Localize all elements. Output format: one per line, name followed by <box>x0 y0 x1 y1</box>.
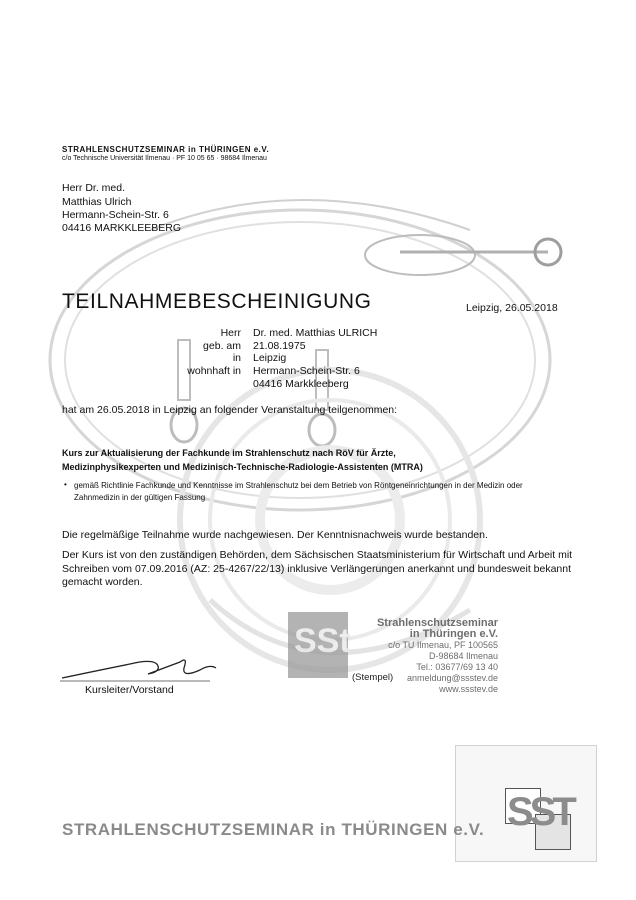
residence-city: 04416 Markkleeberg <box>253 378 349 390</box>
stamp-text <box>352 618 498 695</box>
header-org-address: c/o Technische Universität Ilmenau · PF 10 05 65 · 98684 Ilmenau <box>62 155 267 162</box>
document-date: Leipzig, 26.05.2018 <box>466 302 558 314</box>
place-value: Leipzig <box>253 352 287 364</box>
stamp-logo <box>288 612 351 678</box>
stamp-logo-text: SSt <box>294 622 351 660</box>
course-title-line-2: Medizinphysikexperten und Medizinisch-Technische-Radiologie-Assistenten (MTRA) <box>62 462 423 472</box>
salutation-label: Herr <box>220 327 241 339</box>
completion-statement: Die regelmäßige Teilnahme wurde nachgewiesen. Der Kenntnisnachweis wurde bestanden. <box>62 529 488 541</box>
stamp-line-4: D-98684 Ilmenau <box>428 651 498 661</box>
stamp-line-5: Tel.: 03677/69 13 40 <box>416 662 498 672</box>
recipient-line-1: Herr Dr. med. <box>62 182 126 194</box>
stamp-line-1: Strahlenschutzseminar <box>376 617 498 629</box>
bullet-icon: • <box>64 480 67 489</box>
recipient-line-2: Matthias Ulrich <box>62 196 132 208</box>
course-title-line-1: Kurs zur Aktualisierung der Fachkunde im Strahlenschutz nach RöV für Ärzte, <box>62 448 396 458</box>
stamp-line-6: anmeldung@ssstev.de <box>406 673 498 683</box>
stamp-line-3: c/o TU Ilmenau, PF 100565 <box>388 640 498 650</box>
stamp-line-7: www.ssstev.de <box>439 684 498 694</box>
recipient-line-3: Hermann-Schein-Str. 6 <box>62 209 169 221</box>
stamp-label: (Stempel) <box>352 672 394 683</box>
born-value: 21.08.1975 <box>253 340 306 352</box>
course-title <box>62 446 423 474</box>
footer-logo <box>505 788 577 858</box>
recipient-line-4: 04416 MARKKLEEBERG <box>62 222 182 234</box>
header-org-name: STRAHLENSCHUTZSEMINAR in THÜRINGEN e.V. <box>62 145 270 154</box>
signature-scribble <box>60 648 220 688</box>
salutation-value: Dr. med. Matthias ULRICH <box>253 327 378 339</box>
place-label: in <box>232 352 241 364</box>
footer-logo-text: SST <box>507 790 573 834</box>
recognition-statement: Der Kurs ist von den zuständigen Behörden, dem Sächsischen Staatsministerium für Wirtschaft und Arbeit mit Schreiben vom 07.09.2016 (AZ: 25-4267/22/13) inklusive Verlängerungen anerkannt und bundesweit bekannt gemacht worden. <box>62 549 573 588</box>
residence-label: wohnhaft in <box>187 365 241 377</box>
signature-role: Kursleiter/Vorstand <box>85 684 174 696</box>
participation-text: hat am 26.05.2018 in Leipzig an folgender Veranstaltung teilgenommen: <box>62 404 398 416</box>
document-title: TEILNAHMEBESCHEINIGUNG <box>62 290 372 313</box>
course-guideline: gemäß Richtlinie Fachkunde und Kenntnisse im Strahlenschutz bei dem Betrieb von Röntgeneinrichtungen in der Medizin oder Zahnmedizin in der gültigen Fassung <box>74 481 523 502</box>
residence-street: Hermann-Schein-Str. 6 <box>253 365 360 377</box>
footer-org-name: STRAHLENSCHUTZSEMINAR in THÜRINGEN e.V. <box>62 820 485 839</box>
stamp-line-2: in Thüringen e.V. <box>409 628 498 640</box>
born-label: geb. am <box>203 340 241 352</box>
